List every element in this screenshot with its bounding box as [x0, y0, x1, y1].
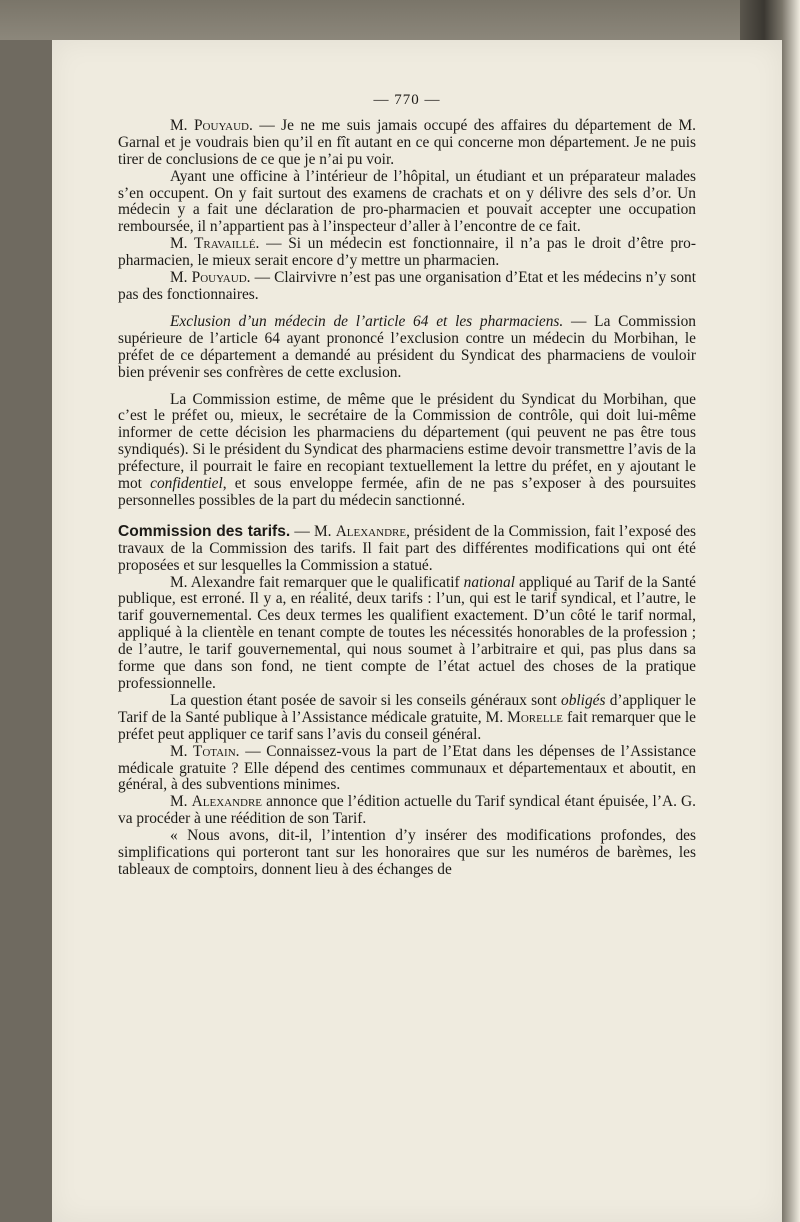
speaker-name: Alexandre — [191, 793, 263, 811]
page-body — [118, 92, 696, 879]
paragraph-commission-tarifs — [118, 524, 696, 575]
paragraph-question — [118, 693, 696, 744]
paragraph-text: — Je ne me suis jamais occupé des affaires du département de M. Garnal et je voudrais bien qu’il en fît autant en ce qui concerne mon département. Je ne puis tirer de conclusions de ce que je n’ai pu voir. — [118, 116, 696, 168]
section-title: Exclusion d’un médecin de l’article 64 et les pharmaciens. — [170, 312, 564, 330]
paragraph-officine: Ayant une officine à l’intérieur de l’hôpital, un étudiant et un préparateur malades s’en occupent. On y fait surtout des examens de crachats et on y délivre des sels d’or. Un médecin y a fait une déclaration de pro-pharmacien et pouvait accepter une occupation remboursée, il n’appartient pas à l’inspecteur d’aller à l’encontre de ce fait. — [118, 167, 696, 236]
paragraph-text: — Clairvivre n’est pas une organisation d’Etat et les médecins n’y sont pas des fonctionnaires. — [118, 269, 696, 303]
emphasis: obligés — [561, 691, 606, 709]
emphasis: confidentiel — [150, 475, 223, 493]
paragraph-alexandre-edition — [118, 794, 696, 828]
paragraph-text: , et sous enveloppe fermée, afin de ne pas s’exposer à des poursuites personnelles possibles de la part du médecin sanctionné. — [118, 475, 696, 509]
speaker-name: Alexandre — [335, 522, 407, 540]
paragraph-text: fait remarquer que le préfet peut appliquer ce tarif sans l’avis du conseil général. — [118, 708, 696, 743]
paragraph-pouyaud-1 — [118, 118, 696, 169]
paragraph-text: annonce que l’édition actuelle du Tarif syndical étant épuisée, l’A. G. va procéder à une réédition de son Tarif. — [118, 793, 696, 828]
paragraph-pouyaud-2 — [118, 270, 696, 304]
speaker-name: M. Pouyaud. — [170, 269, 251, 287]
paragraph-text: — M. — [290, 522, 336, 540]
speaker-name: M. Pouyaud. — [170, 116, 253, 134]
paragraph-alexandre-national — [118, 575, 696, 693]
speaker-name: M. Totain. — [170, 742, 240, 760]
paragraph-text: M. Alexandre fait remarquer que le qualificatif — [170, 573, 464, 591]
section-heading: Commission des tarifs. — [118, 522, 291, 540]
paragraph-totain — [118, 744, 696, 795]
paragraph-text: appliqué au Tarif de la Santé publique, est erroné. Il y a, en réalité, deux tarifs : l’un, qui est le tarif syndical, et l’autre, le tarif gouvernemental. Ces deux termes les qualifient exactement. D’un côté le tarif normal, appliqué à la clientèle en tenant compte de toutes les nécessités honorables de la profession ; de l’autre, le tarif gouvernemental, qui nous soumet à l’arbitraire et qui, pas plus dans sa forme que dans son fond, ne tient compte de l’état actuel des choses de la pratique professionnelle. — [118, 573, 696, 692]
paragraph-text: La Commission estime, de même que le président du Syndicat du Morbihan, que c’est le préfet ou, mieux, le secrétaire de la Commission de contrôle, qui doit lui-même informer de cette décision les pharmaciens du département (qui peuvent ne pas être tous syndiqués). Si le président du Syndicat des pharmaciens estime devoir transmettre l’avis de la préfecture, il pourrait le faire en recopiant textuellement la lettre du préfet, en y ajoutant le mot — [118, 390, 696, 493]
paragraph-text: La question étant posée de savoir si les conseils généraux sont — [170, 691, 562, 709]
paragraph-commission-estime — [118, 392, 696, 510]
paragraph-quote: « Nous avons, dit-il, l’intention d’y insérer des modifications profondes, des simplifications qui porteront tant sur les honoraires que sur les numéros de barèmes, les tableaux de comptoirs, donnent lieu à des échanges de — [118, 827, 696, 878]
speaker-name: M. Travaillé. — [170, 235, 260, 253]
paragraph-text: d’appliquer le Tarif de la Santé publique à l’Assistance médicale gratuite, M. — [118, 691, 696, 726]
paragraph-text: — Si un médecin est fonctionnaire, il n’a pas le droit d’être pro-pharmacien, le mieux serait encore d’y mettre un pharmacien. — [118, 235, 696, 270]
paragraph-exclusion — [118, 314, 696, 382]
paragraph-text: , président de la Commission, fait l’exposé des travaux de la Commission des tarifs. Il fait part des différentes modifications qui ont été proposées et sur lesquelles la Commission a statué. — [118, 522, 697, 574]
paragraph-travaille — [118, 236, 696, 270]
paragraph-text: — Connaissez-vous la part de l’Etat dans les dépenses de l’Assistance médicale gratuite ? Elle dépend des centimes communaux et départementaux et aboutit, en général, à des subventions minimes. — [118, 742, 696, 794]
emphasis: national — [463, 573, 515, 591]
paragraph-text: — La Commission supérieure de l’article 64 ayant prononcé l’exclusion contre un médecin du Morbihan, le préfet de ce département a demandé au président du Syndicat des pharmaciens de vouloir bien prévenir ses confrères de cette exclusion. — [118, 312, 696, 381]
speaker-name: Morelle — [507, 708, 563, 726]
page-number: — 770 — — [373, 92, 441, 108]
scan-top-border — [0, 0, 800, 40]
paragraph-text: M. — [170, 793, 192, 811]
